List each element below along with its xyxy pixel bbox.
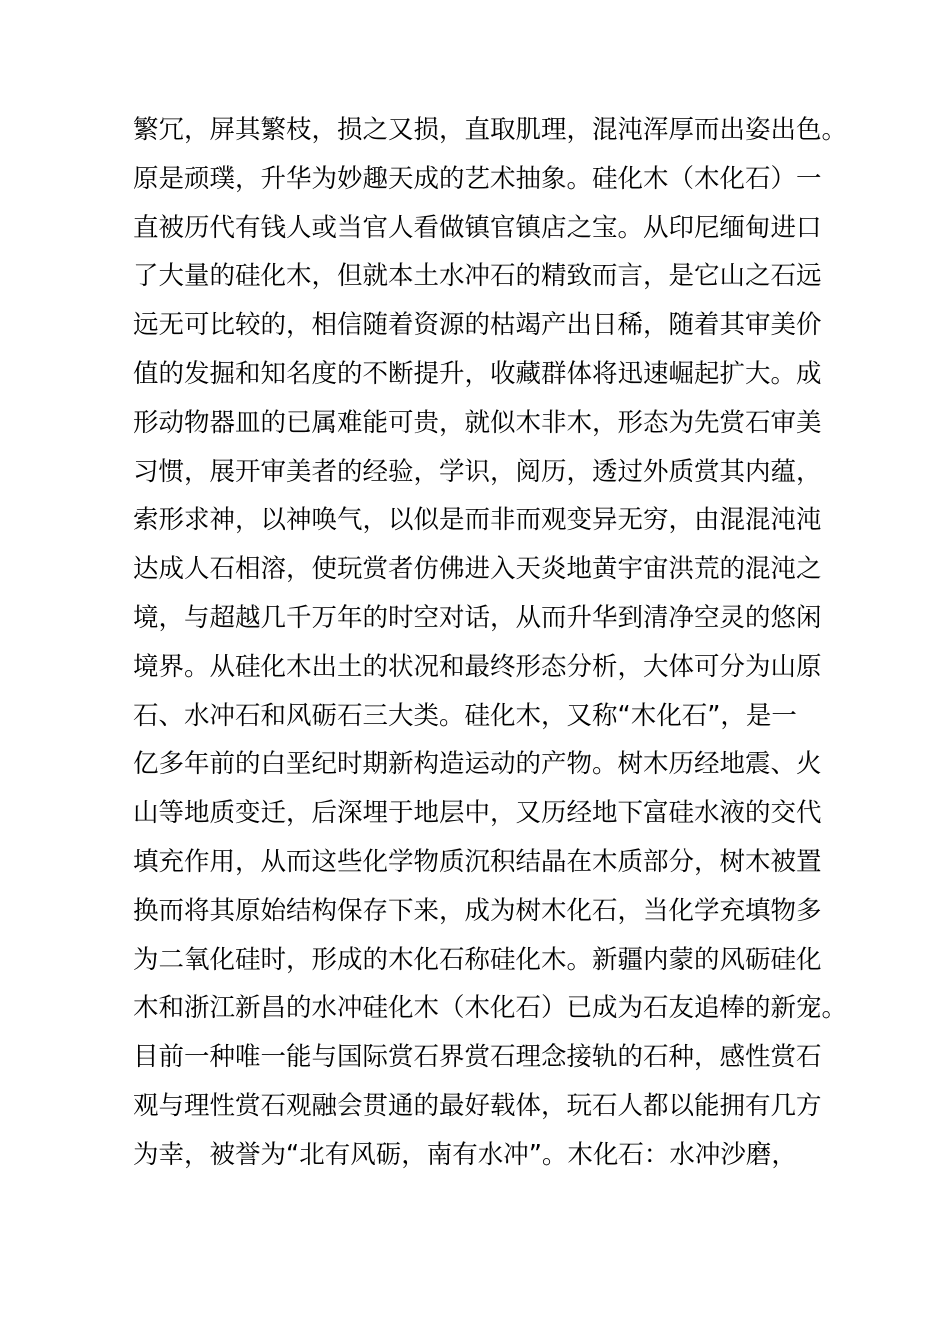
text-line: 山等地质变迁，后深埋于地层中，又历经地下富硅水液的交代 — [133, 798, 822, 829]
text-line: 木和浙江新昌的水冲硅化木（木化石）已成为石友追棒的新宠。 — [133, 993, 848, 1024]
text-line: 值的发掘和知名度的不断提升，收藏群体将迅速崛起扩大。成 — [133, 358, 822, 389]
body-text — [133, 106, 848, 1180]
text-line: 习惯，展开审美者的经验，学识，阅历，透过外质赏其内蕴， — [133, 456, 822, 487]
text-line: 达成人石相溶，使玩赏者仿佛进入天炎地黄宇宙洪荒的混沌之 — [133, 554, 822, 585]
text-line: 填充作用，从而这些化学物质沉积结晶在木质部分，树木被置 — [133, 846, 822, 877]
text-line: 目前一种唯一能与国际赏石界赏石理念接轨的石种，感性赏石 — [133, 1042, 822, 1073]
text-line: 形动物器皿的已属难能可贵，就似木非木，形态为先赏石审美 — [133, 407, 822, 438]
text-line: 境界。从硅化木出土的状况和最终形态分析，大体可分为山原 — [133, 651, 822, 682]
text-line: 索形求神，以神唤气，以似是而非而观变异无穷，由混混沌沌 — [133, 505, 822, 536]
text-line: 直被历代有钱人或当官人看做镇官镇店之宝。从印尼缅甸进口 — [133, 212, 822, 243]
text-line: 繁冗，屏其繁枝，损之又损，直取肌理，混沌浑厚而出姿出色。 — [133, 115, 848, 145]
text-line: 了大量的硅化木，但就本土水冲石的精致而言，是它山之石远 — [133, 261, 822, 292]
text-line: 境，与超越几千万年的时空对话，从而升华到清净空灵的悠闲 — [133, 602, 822, 633]
text-line: 观与理性赏石观融会贯通的最好载体，玩石人都以能拥有几方 — [133, 1090, 822, 1121]
text-line: 换而将其原始结构保存下来，成为树木化石，当化学充填物多 — [133, 895, 822, 926]
text-line: 为二氧化硅时，形成的木化石称硅化木。新疆内蒙的风砺硅化 — [133, 944, 822, 975]
text-line: 原是顽璞，升华为妙趣天成的艺术抽象。硅化木（木化石）一 — [133, 163, 822, 194]
text-line: 石、水冲石和风砺石三大类。硅化木，又称“木化石”，是一 — [133, 700, 797, 731]
text-line: 远无可比较的，相信随着资源的枯竭产出日稀，随着其审美价 — [133, 310, 822, 341]
text-line: 亿多年前的白垩纪时期新构造运动的产物。树木历经地震、火 — [133, 749, 822, 780]
text-line: 为幸，被誉为“北有风砺，南有水冲”。木化石：水冲沙磨， — [133, 1139, 797, 1170]
